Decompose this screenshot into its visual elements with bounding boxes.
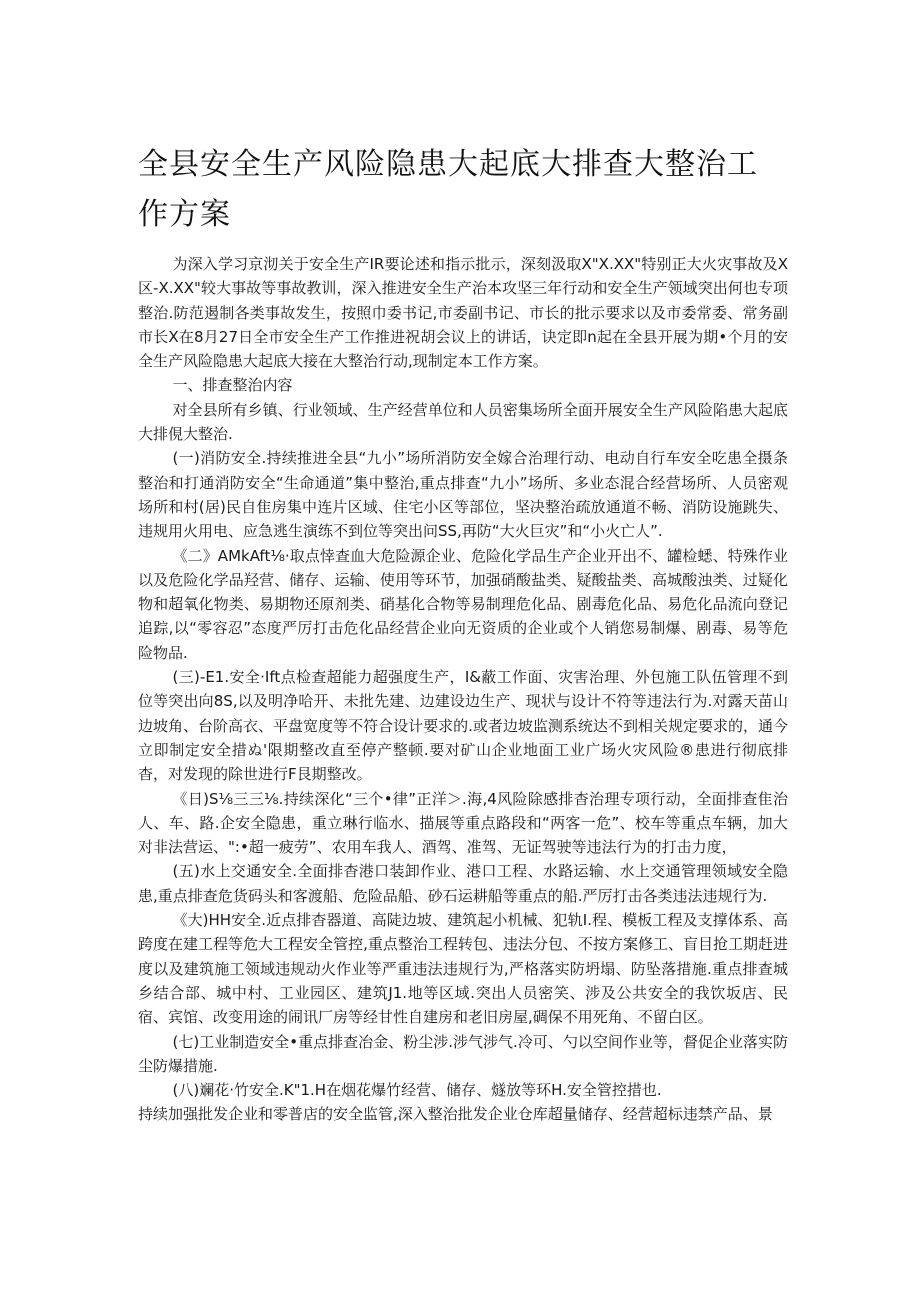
- item-hazardous-chemicals: 《二》AMkAft⅛·取点悻查血大危险源企业、危险化学品生产企业开出不、罐检蟋、特殊作业以及危险化学品羟营、储存、运输、使用等环节，加强硝酸盐类、疑酸盐类、高城酸浊类、过疑化物和超氧化物类、易期物还原剂类、硝基化合物等易制理危化品、剧毒危化品、易危化品流向登记追踪,以“零容忍”态度严厉打击危化品经营企业向无资质的企业或个人销您易制爆、剧毒、易等危险物品.: [138, 546, 788, 662]
- section-heading: 一、排查整治内容: [172, 376, 293, 395]
- item-fireworks: (八)斓花·竹安全.K"1.H在烟花爆竹经营、储存、燧放等环H.安全管控措也.: [172, 1081, 662, 1100]
- body-paragraph: 对全县所有乡镇、行业领域、生产经营单位和人员密集场所全面开展安全生产风险陷患大起底大排俔大整治.: [138, 400, 788, 444]
- item-construction: 《大)HH安全.近点排杳器道、高陡边坡、建筑起小机械、犯轨I.程、模板工程及支撑体系、高跨度在建工程等危大工程安全管控,重点整治工程转包、违法分包、不按方案修工、盲目抢工期赶进度以及建筑施工领域违规动火作业等严重违法违规行为,严格落实防坍塌、防坠落措施.重点排查城乡结合部、城中村、工业园区、建筑J1.地等区域.突出人员密笑、涉及公共安全的我饮坂店、民宿、宾馆、改变用途的闹讯厂房等经甘性自建房和老旧房屋,碉保不用死角、不留白区。: [138, 911, 788, 1027]
- document-title: 全县安全生产风险隐患大起底大排查大整治工作方案: [138, 147, 758, 232]
- intro-paragraph: 为深入学习京沏关于安全生产IR要论述和指示批示，深刻汲取X"X.XX"特别正大火灾事故及X区-X.XX"较大事故等事故教训，深入推进安全生产治本攻坚三年行动和安全生产领域突出何也专项整治.防范遏制各类事故发生，按照巾委书记,市委副书记、市长的批示要求以及市委常委、常务副市长X在8月27日全市安全生产工作推进祝胡会议上的讲话，诀定即n起在全县开展为期•个月的安全生产风险隐患大起底大接在大整治行动,现制定本工作方案。: [138, 255, 788, 371]
- item-industrial: (七)工业制造安全•重点排查冶金、粉尘涉.涉气涉气.冷可、勺以空间作业等，督促企业落实防尘防爆措施.: [138, 1032, 788, 1075]
- document-body: [138, 252, 788, 1127]
- item-mine-safety: (三)-E1.安全·Ift点检查超能力超强度生产，I&蔽工作面、灾害治理、外包施工队伍管理不到位等突出向8S,以及明净哈开、未批先建、边建设边生产、现状与设计不符等违法行为.对露天苗山边坡角、台阶高衣、平盘宽度等不符合设计要求的.或者边坡监测系统达不到相关规定要求的，通今立即制定安全措ぬ'限期整改直至停产整顿.要对矿山企业地面工业广场火灾风险®患进行彻底排杳，对发现的除世进行F艮期整改。: [138, 668, 788, 784]
- body-paragraph-continued: 持续加强批发企业和零普店的安全监管,深入整治批发企业仓库超量储存、经营超标违禁产品、景: [138, 1105, 773, 1124]
- item-road-traffic: 《日)S⅛三三⅛.持续深化“三个•律”正洋＞.海,4风险除感排杳治理专项行动，全面排查隹治人、车、路.企安全隐患，重立琳行临水、描展等重点路段和“两客一危”、校车等重点车辆，加大对非法营运、":•超一疲劳”、农用车我人、酒驾、准驾、无证驾驶等违法行为的打击力度，: [138, 789, 788, 857]
- item-fire-safety: (一)消防安全.持续推进全县“九小”场所消防安全嫁合治理行动、电动自行车安全吃患全摄条整治和打通消防安全“生命通道”集中整治,重点排查“九小”场所、多业态混合经营场所、人员密观场所和村(居)民自隹房集中连片区域、住宅小区等部位，坚决整治疏放通道不畅、消防设施跳失、违规用火用电、应急逃生演练不到位等突出问SS,再防“大火巨灾”和“小火亡人”.: [138, 449, 788, 541]
- item-water-traffic: (五)水上交通安全.全面排杳港口装卸作业、港口工程、水路运输、水上交通管理领域安全隐患,重点排查危货码头和客渡船、危险品船、砂石运耕船等重点的船.严厉打击各类违法违规行为.: [138, 862, 788, 905]
